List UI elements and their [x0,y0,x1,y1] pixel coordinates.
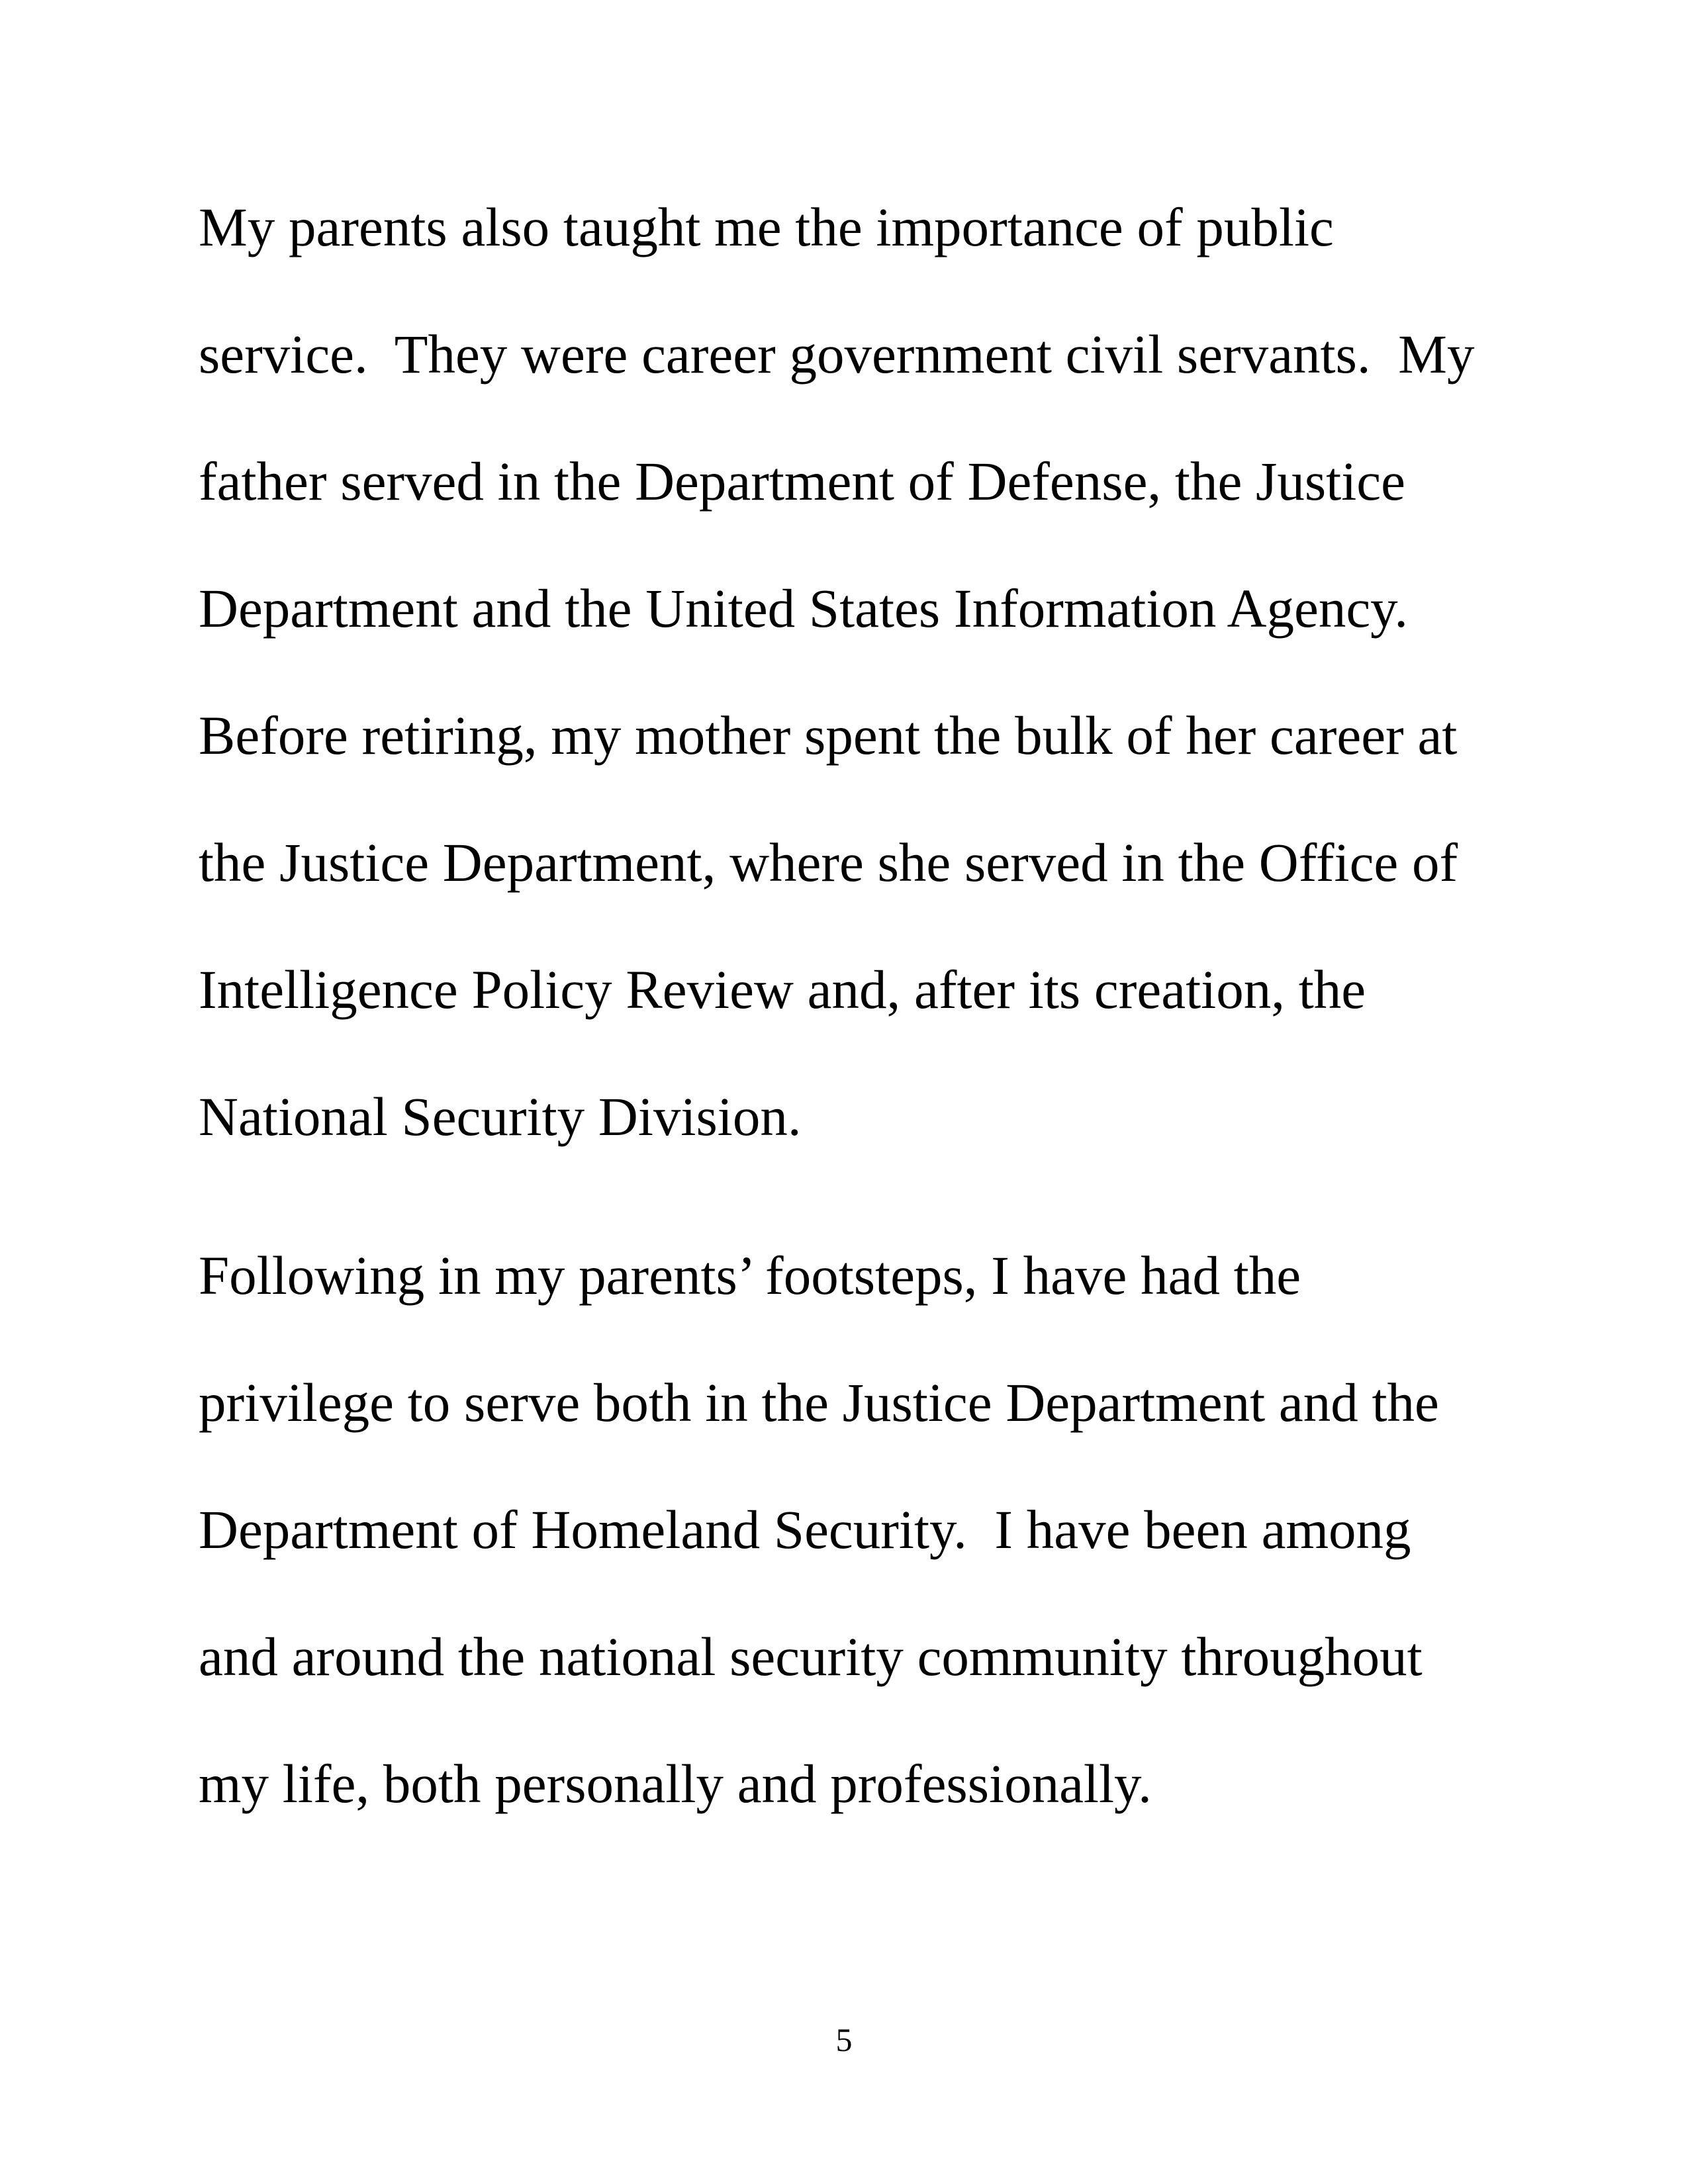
text-line: Following in my parents’ footsteps, I have had the [199,1245,1301,1306]
text-line: Before retiring, my mother spent the bulk of her career at [199,705,1458,766]
text-line: my life, both personally and professionally. [199,1753,1152,1814]
text-line: the Justice Department, where she served in the Office of [199,832,1458,893]
text-line: Department of Homeland Security. I have been among [199,1499,1411,1560]
text-line: My parents also taught me the importance of public [199,197,1334,257]
text-line: Department and the United States Information Agency. [199,578,1409,639]
text-line: Intelligence Policy Review and, after its creation, the [199,959,1366,1020]
text-line: and around the national security community throughout [199,1626,1423,1687]
paragraph-parents-public-service [199,163,1523,1180]
text-line: National Security Division. [199,1086,802,1147]
text-line: privilege to serve both in the Justice Department and the [199,1372,1439,1433]
text-line: service. They were career government civil servants. My [199,324,1475,385]
page-number: 5 [835,2021,853,2058]
paragraph-following-footsteps [199,1212,1523,1847]
text-line: father served in the Department of Defense, the Justice [199,451,1405,512]
